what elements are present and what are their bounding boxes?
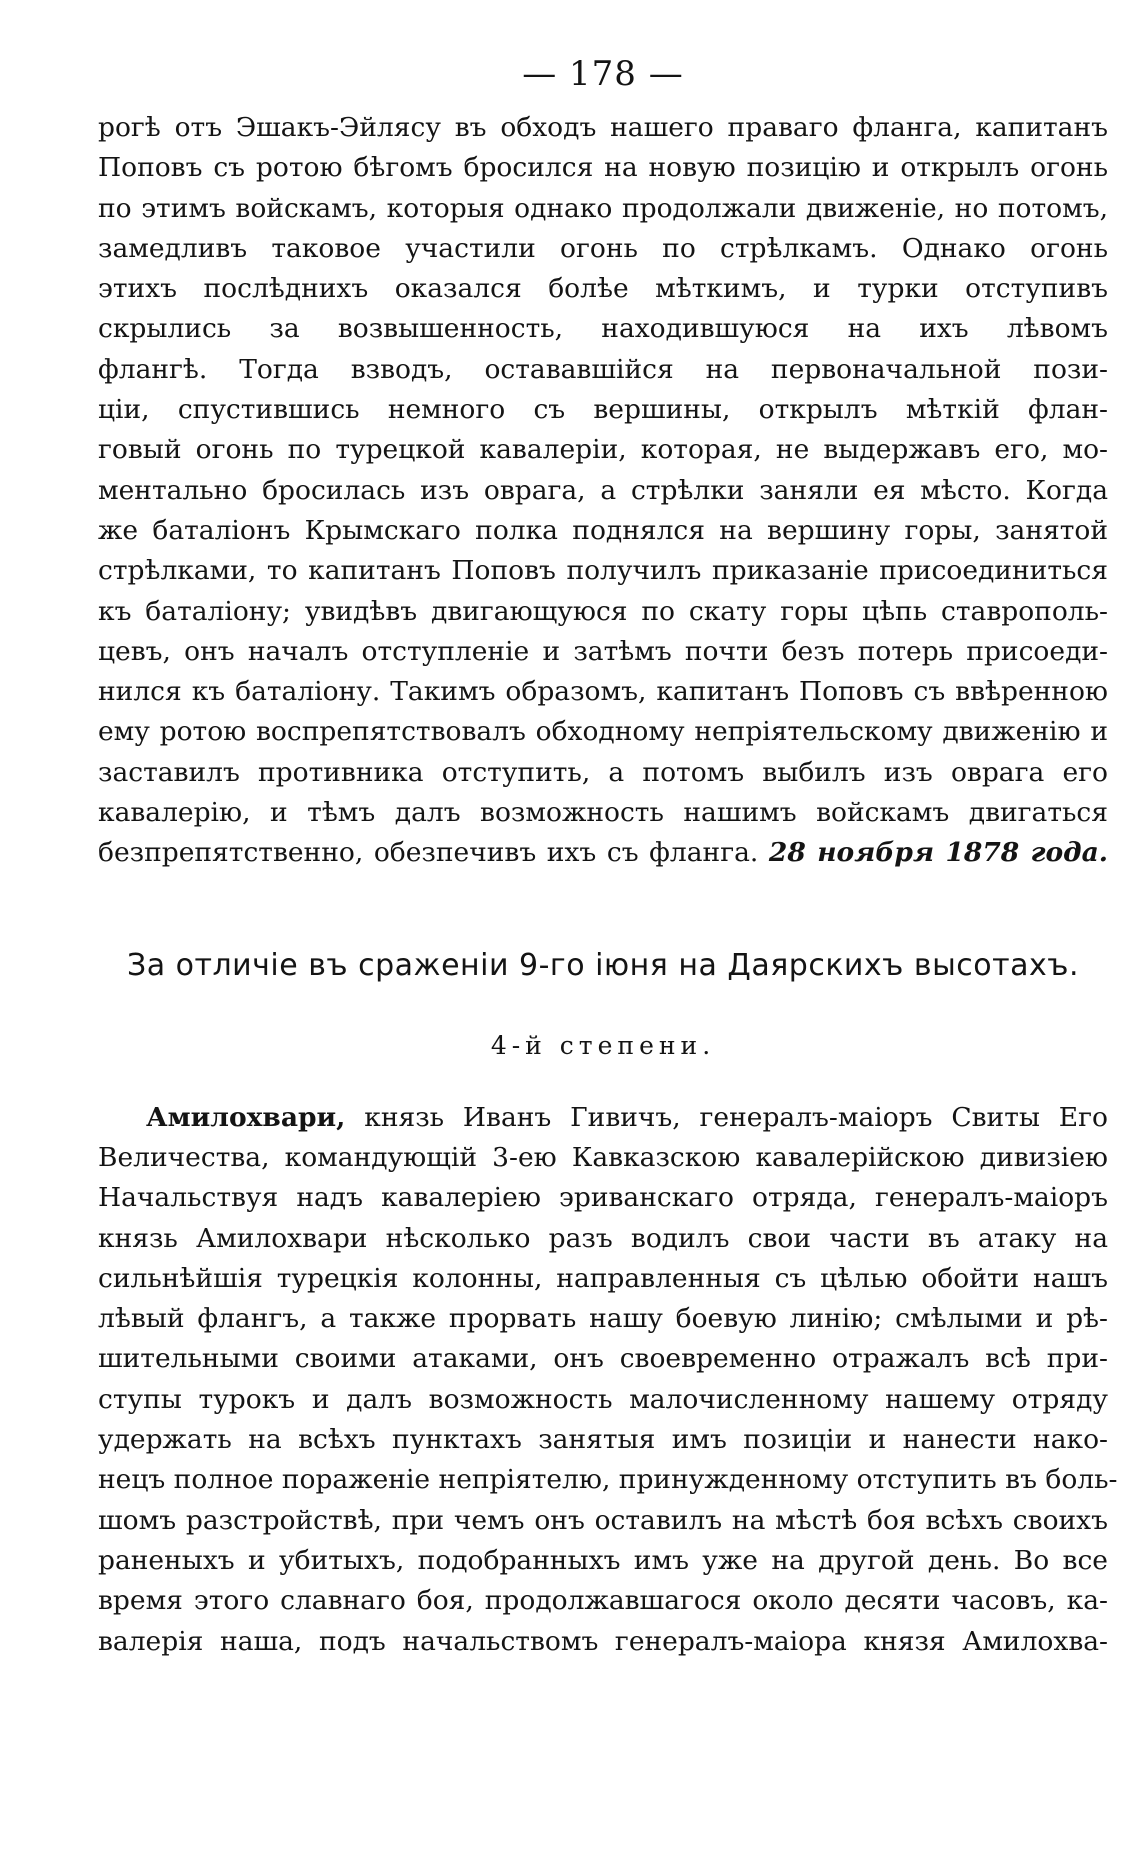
- award-date: 28 ноября 1878 года.: [768, 837, 1109, 869]
- text-line: стрѣлками, то капитанъ Поповъ получилъ приказаніе присоединиться: [98, 555, 1108, 587]
- text-line: къ баталіону; увидѣвъ двигающуюся по скату горы цѣпь ставрополь-: [98, 595, 1108, 627]
- text-line: этихъ послѣднихъ оказался болѣе мѣткимъ, и турки отступивъ: [98, 273, 1108, 305]
- text-line-end: безпрепятственно, обезпечивъ ихъ съ фланга.: [98, 837, 759, 869]
- text-line: цевъ, онъ началъ отступленіе и затѣмъ почти безъ потерь присоеди-: [98, 635, 1108, 667]
- text-line: скрылись за возвышенность, находившуюся на ихъ лѣвомъ: [98, 313, 1108, 345]
- document-page: [98, 54, 1118, 1662]
- text-line: шительными своими атаками, онъ своевременно отражалъ всѣ при-: [98, 1343, 1108, 1375]
- text-line: говый огонь по турецкой кавалеріи, которая, не выдержавъ его, мо-: [98, 434, 1108, 466]
- text-line: ціи, спустившись немного съ вершины, открылъ мѣткій флан-: [98, 394, 1108, 426]
- text-line: заставилъ противника отступить, а потомъ выбилъ изъ оврага его: [98, 756, 1108, 788]
- text-line: нецъ полное пораженіе непріятелю, принужденному отступить въ боль-: [98, 1464, 1118, 1496]
- text-line: по этимъ войскамъ, которыя однако продолжали движеніе, но потомъ,: [98, 192, 1108, 224]
- text-line: удержать на всѣхъ пунктахъ занятыя имъ позиціи и нанести нако-: [98, 1424, 1108, 1456]
- text-line: лѣвый флангъ, а также прорвать нашу боевую линію; смѣлыми и рѣ-: [98, 1303, 1108, 1335]
- text-line: сильнѣйшія турецкія колонны, направленныя съ цѣлью обойти нашъ: [98, 1262, 1108, 1294]
- text-line: шомъ разстройствѣ, при чемъ онъ оставилъ на мѣстѣ боя всѣхъ своихъ: [98, 1504, 1108, 1536]
- text-line: же баталіонъ Крымскаго полка поднялся на вершину горы, занятой: [98, 514, 1108, 546]
- text-line: замедливъ таковое участили огонь по стрѣлкамъ. Однако огонь: [98, 232, 1108, 264]
- text-line-final: [98, 833, 1108, 873]
- section-heading: За отличіе въ сраженіи 9-го іюня на Даярскихъ высотахъ.: [127, 947, 1079, 983]
- text-line: валерія наша, подъ начальствомъ генералъ-маіора князя Амилохва-: [98, 1625, 1108, 1657]
- text-line: время этого славнаго боя, продолжавшагося около десяти часовъ, ка-: [98, 1585, 1108, 1617]
- text-line: Начальствуя надъ кавалеріею эриванскаго отряда, генералъ-маіоръ: [98, 1182, 1108, 1214]
- text-line: князь Амилохвари нѣсколько разъ водилъ свои части въ атаку на: [98, 1222, 1108, 1254]
- text-line: Величества, командующій 3-ею Кавказскою кавалерійскою дивизіею: [98, 1141, 1108, 1173]
- paragraph-popov: [98, 108, 1108, 874]
- text-line: раненыхъ и убитыхъ, подобранныхъ имъ уже на другой день. Во все: [98, 1544, 1108, 1576]
- degree-subheading: 4-й степени.: [490, 1030, 716, 1060]
- text-line-first: [98, 1098, 1108, 1138]
- paragraph-amilokhvari: [98, 1098, 1118, 1662]
- page-number: — 178 —: [522, 54, 684, 94]
- text-line: ступы турокъ и далъ возможность малочисленному нашему отряду: [98, 1383, 1108, 1415]
- text-line: нился къ баталіону. Такимъ образомъ, капитанъ Поповъ съ ввѣренною: [98, 676, 1108, 708]
- text-line: рогѣ отъ Эшакъ-Эйлясу въ обходъ нашего праваго фланга, капитанъ: [98, 112, 1108, 143]
- person-name: Амилохвари,: [146, 1101, 346, 1133]
- text-line: флангѣ. Тогда взводъ, остававшійся на первоначальной пози-: [98, 353, 1108, 385]
- text-line: кавалерію, и тѣмъ далъ возможность нашимъ войскамъ двигаться: [98, 797, 1108, 829]
- text-line: ему ротою воспрепятствовалъ обходному непріятельскому движенію и: [98, 716, 1108, 748]
- text-line-start: князь Иванъ Гивичъ, генералъ-маіоръ Свиты Его: [364, 1101, 1108, 1133]
- text-line: ментально бросилась изъ оврага, а стрѣлки заняли ея мѣсто. Когда: [98, 474, 1108, 506]
- text-line: Поповъ съ ротою бѣгомъ бросился на новую позицію и открылъ огонь: [98, 152, 1108, 184]
